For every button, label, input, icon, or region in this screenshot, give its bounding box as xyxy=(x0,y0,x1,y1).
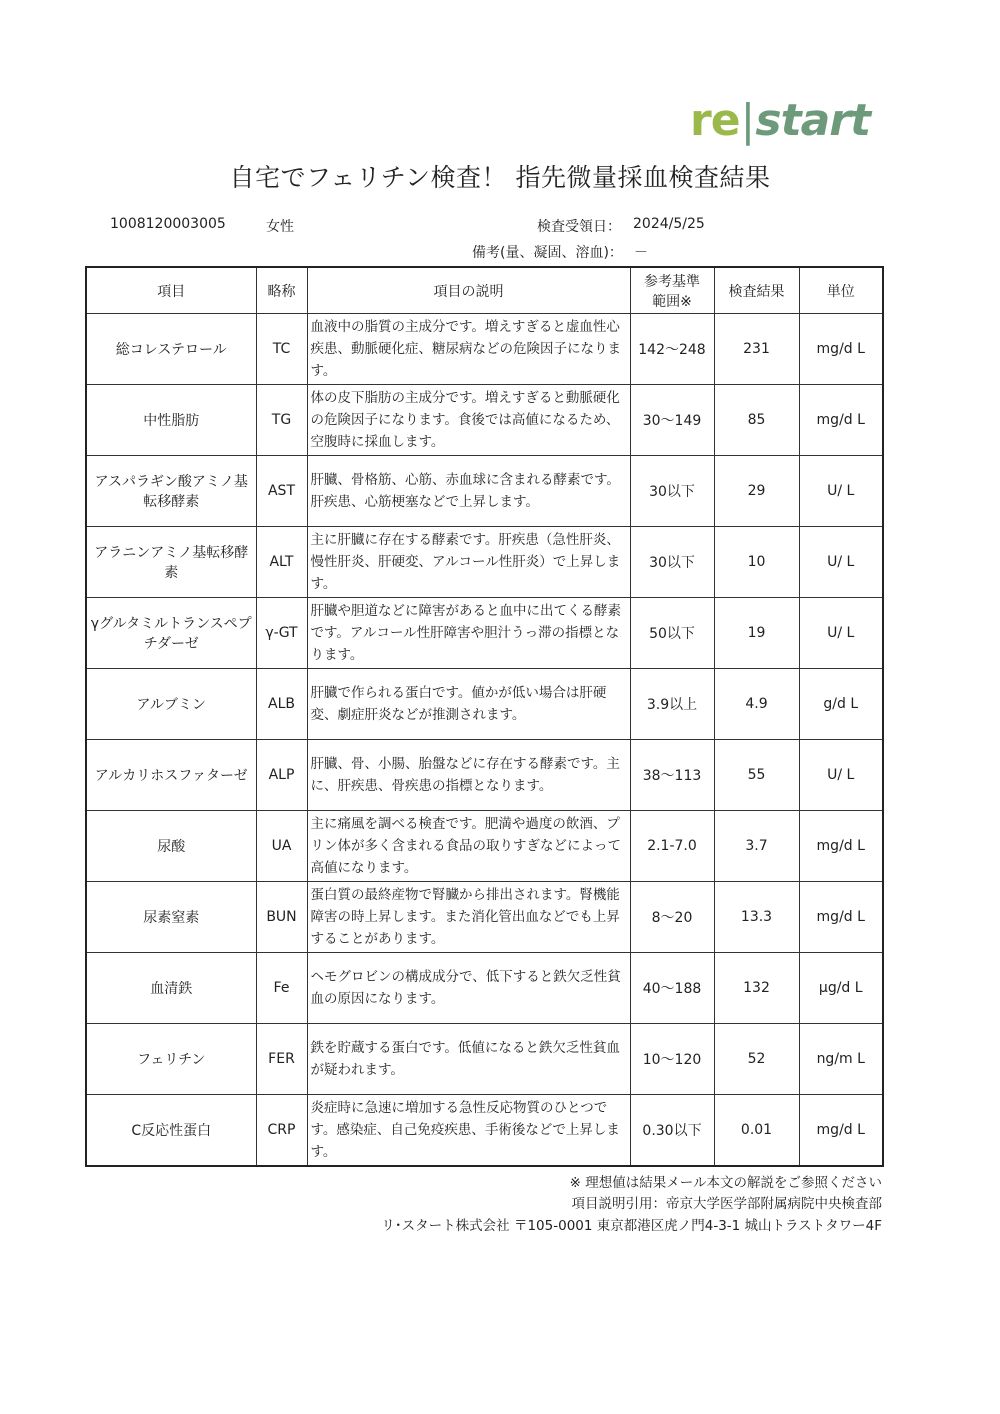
table-row xyxy=(86,953,883,1024)
item-name: フェリチン xyxy=(86,1024,256,1095)
restart-logo: re|start xyxy=(690,95,871,146)
item-desc: 主に痛風を調べる検査です。肥満や過度の飲酒、プリン体が多く含まれる食品の取りすぎなどによって高値になります。 xyxy=(307,811,630,882)
item-name: アルブミン xyxy=(86,669,256,740)
item-unit: ng/m L xyxy=(799,1024,883,1095)
item-desc: 炎症時に急速に増加する急性反応物質のひとつです。感染症、自己免疫疾患、手術後などで上昇します。 xyxy=(307,1095,630,1167)
item-result: 3.7 xyxy=(714,811,799,882)
item-ref: 2.1-7.0 xyxy=(630,811,714,882)
item-name: 総コレステロール xyxy=(86,314,256,385)
item-name: アルカリホスファターゼ xyxy=(86,740,256,811)
item-unit: g/d L xyxy=(799,669,883,740)
item-result: 52 xyxy=(714,1024,799,1095)
item-unit: mg/d L xyxy=(799,314,883,385)
table-row xyxy=(86,598,883,669)
patient-id: 1008120003005 xyxy=(110,216,226,232)
item-name: 中性脂肪 xyxy=(86,385,256,456)
item-unit: mg/d L xyxy=(799,1095,883,1167)
item-unit: mg/d L xyxy=(799,811,883,882)
item-ref: 30以下 xyxy=(630,527,714,598)
item-result: 4.9 xyxy=(714,669,799,740)
item-abbr: UA xyxy=(256,811,307,882)
header-unit: 単位 xyxy=(799,267,883,314)
remarks-label: 備考(量、凝固、溶血)： xyxy=(472,245,623,261)
results-table xyxy=(85,266,884,1167)
item-ref: 30以下 xyxy=(630,456,714,527)
item-desc: ヘモグロビンの構成成分で、低下すると鉄欠乏性貧血の原因になります。 xyxy=(307,953,630,1024)
item-unit: U/ L xyxy=(799,740,883,811)
remarks-value: － xyxy=(634,245,648,261)
item-name: 尿素窒素 xyxy=(86,882,256,953)
received-date-label: 検査受領日： xyxy=(537,219,621,235)
table-row xyxy=(86,669,883,740)
item-ref: 40～188 xyxy=(630,953,714,1024)
received-date: 2024/5/25 xyxy=(633,216,705,232)
item-desc: 蛋白質の最終産物で腎臓から排出されます。腎機能障害の時上昇します。また消化管出血などでも上昇することがあります。 xyxy=(307,882,630,953)
table-row xyxy=(86,740,883,811)
item-abbr: γ-GT xyxy=(256,598,307,669)
item-name: C反応性蛋白 xyxy=(86,1095,256,1167)
item-desc: 体の皮下脂肪の主成分です。増えすぎると動脈硬化の危険因子になります。食後では高値になるため、空腹時に採血します。 xyxy=(307,385,630,456)
item-desc: 主に肝臓に存在する酵素です。肝疾患（急性肝炎、慢性肝炎、肝硬変、アルコール性肝炎）で上昇します。 xyxy=(307,527,630,598)
table-row xyxy=(86,314,883,385)
item-unit: U/ L xyxy=(799,527,883,598)
table-row xyxy=(86,527,883,598)
item-name: アスパラギン酸アミノ基転移酵素 xyxy=(86,456,256,527)
item-ref: 3.9以上 xyxy=(630,669,714,740)
table-row xyxy=(86,1095,883,1167)
item-result: 0.01 xyxy=(714,1095,799,1167)
item-ref: 30～149 xyxy=(630,385,714,456)
item-abbr: FER xyxy=(256,1024,307,1095)
item-ref: 142～248 xyxy=(630,314,714,385)
item-result: 10 xyxy=(714,527,799,598)
item-desc: 肝臓で作られる蛋白です。値かが低い場合は肝硬変、劇症肝炎などが推測されます。 xyxy=(307,669,630,740)
patient-sex: 女性 xyxy=(266,219,294,235)
item-ref: 8～20 xyxy=(630,882,714,953)
table-row xyxy=(86,1024,883,1095)
header-item: 項目 xyxy=(86,267,256,314)
item-desc: 肝臓、骨、小腸、胎盤などに存在する酵素です。主に、肝疾患、骨疾患の指標となります。 xyxy=(307,740,630,811)
item-ref: 38～113 xyxy=(630,740,714,811)
item-abbr: TC xyxy=(256,314,307,385)
item-unit: mg/d L xyxy=(799,882,883,953)
header-abbr: 略称 xyxy=(256,267,307,314)
item-unit: mg/d L xyxy=(799,385,883,456)
item-result: 13.3 xyxy=(714,882,799,953)
item-result: 231 xyxy=(714,314,799,385)
header-ref-line2: 範囲※ xyxy=(652,293,692,310)
table-header-row xyxy=(86,267,883,314)
item-ref: 0.30以下 xyxy=(630,1095,714,1167)
item-ref: 10～120 xyxy=(630,1024,714,1095)
item-abbr: ALT xyxy=(256,527,307,598)
item-desc: 肝臓や胆道などに障害があると血中に出てくる酵素です。アルコール性肝障害や胆汁うっ滞の指標となります。 xyxy=(307,598,630,669)
item-name: 尿酸 xyxy=(86,811,256,882)
item-result: 132 xyxy=(714,953,799,1024)
table-row xyxy=(86,385,883,456)
header-ref-line1: 参考基準 xyxy=(644,273,700,290)
header-desc: 項目の説明 xyxy=(307,267,630,314)
table-row xyxy=(86,811,883,882)
company-address: リ･スタート株式会社 〒105-0001 東京都港区虎ノ門4-3-1 城山トラストタワー4F xyxy=(381,1218,882,1234)
item-abbr: Fe xyxy=(256,953,307,1024)
item-result: 85 xyxy=(714,385,799,456)
item-abbr: ALP xyxy=(256,740,307,811)
item-desc: 鉄を貯蔵する蛋白です。低値になると鉄欠乏性貧血が疑われます。 xyxy=(307,1024,630,1095)
item-desc: 血液中の脂質の主成分です。増えすぎると虚血性心疾患、動脈硬化症、糖尿病などの危険因子になります。 xyxy=(307,314,630,385)
item-name: 血清鉄 xyxy=(86,953,256,1024)
item-desc: 肝臓、骨格筋、心筋、赤血球に含まれる酵素です。肝疾患、心筋梗塞などで上昇します。 xyxy=(307,456,630,527)
item-ref: 50以下 xyxy=(630,598,714,669)
item-result: 55 xyxy=(714,740,799,811)
citation: 項目説明引用：帝京大学医学部附属病院中央検査部 xyxy=(571,1196,882,1212)
item-abbr: ALB xyxy=(256,669,307,740)
item-abbr: TG xyxy=(256,385,307,456)
item-unit: U/ L xyxy=(799,456,883,527)
item-abbr: BUN xyxy=(256,882,307,953)
ideal-value-note: ※ 理想値は結果メール本文の解説をご参照ください xyxy=(569,1175,882,1191)
item-abbr: AST xyxy=(256,456,307,527)
item-unit: U/ L xyxy=(799,598,883,669)
item-result: 29 xyxy=(714,456,799,527)
item-result: 19 xyxy=(714,598,799,669)
table-row xyxy=(86,882,883,953)
table-row xyxy=(86,456,883,527)
item-name: γグルタミルトランスペプチダーゼ xyxy=(86,598,256,669)
item-abbr: CRP xyxy=(256,1095,307,1167)
item-name: アラニンアミノ基転移酵素 xyxy=(86,527,256,598)
header-ref xyxy=(630,267,714,314)
page-title: 自宅でフェリチン検査！ 指先微量採血検査結果 xyxy=(229,163,771,192)
item-unit: μg/d L xyxy=(799,953,883,1024)
header-result: 検査結果 xyxy=(714,267,799,314)
